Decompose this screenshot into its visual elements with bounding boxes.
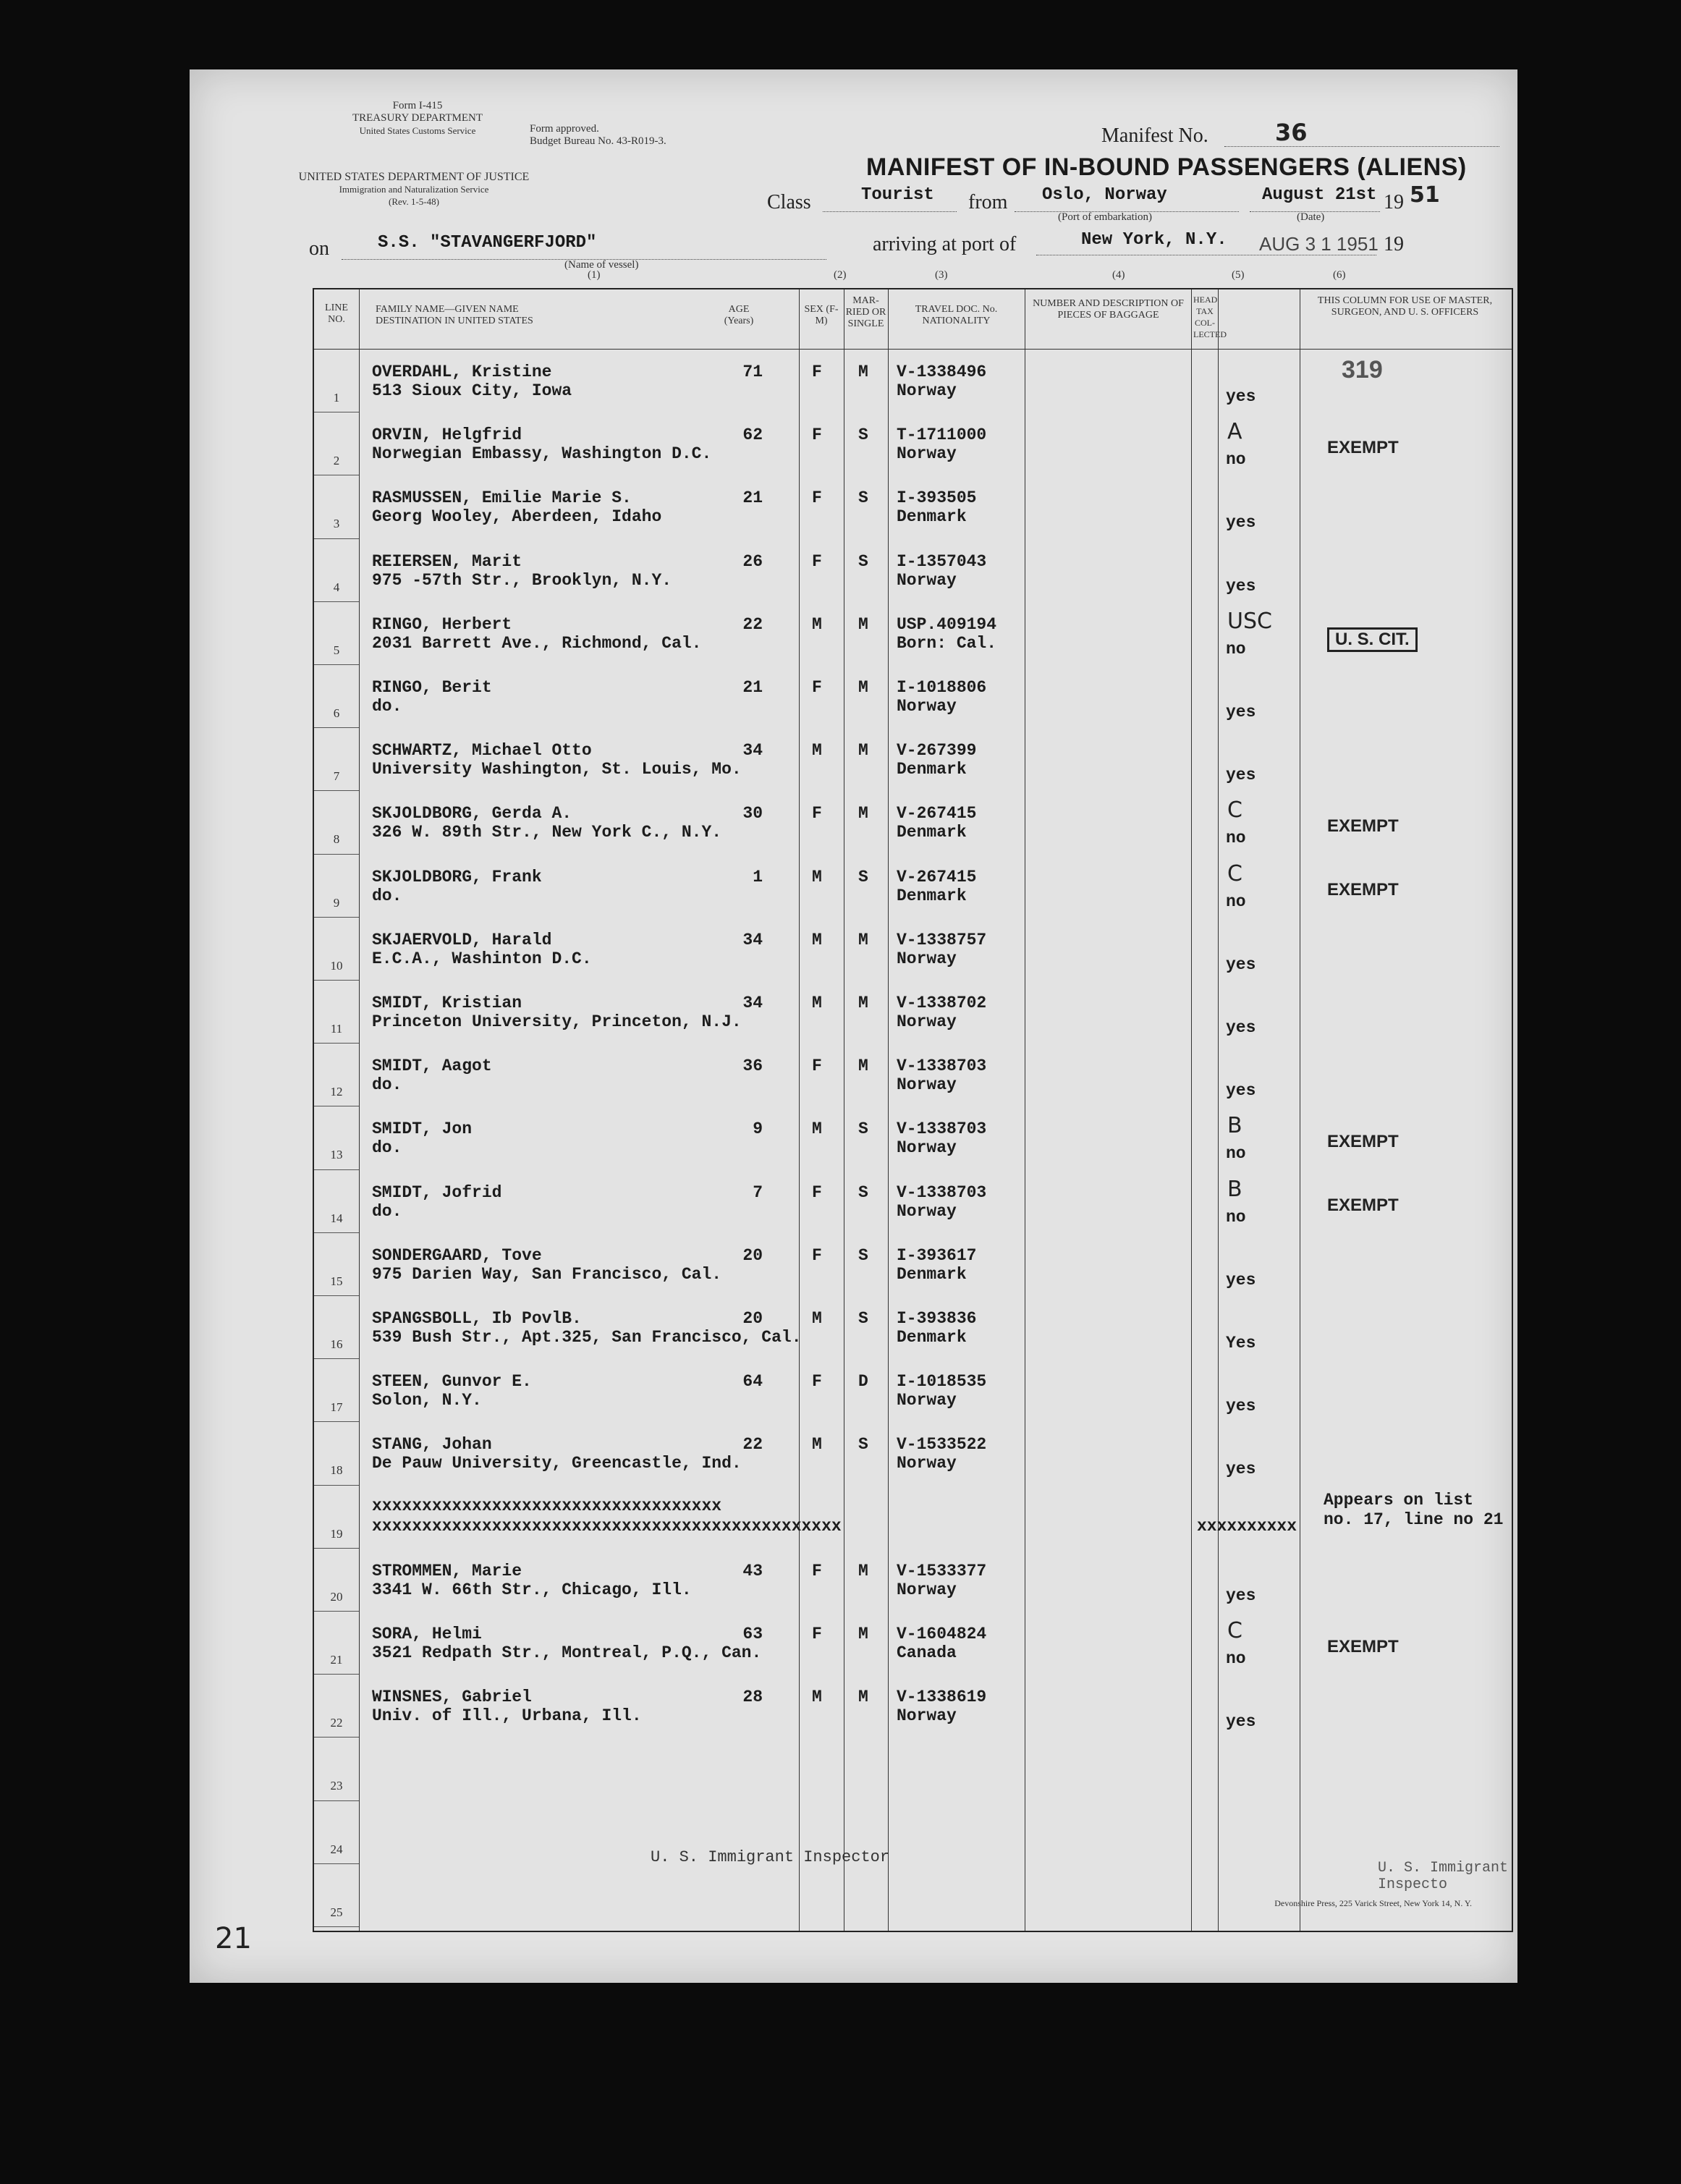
col-divider [799,289,800,1931]
passenger-sex: M [812,1435,822,1455]
head-tax: no [1226,1649,1246,1668]
passenger-age: 30 [742,804,763,824]
officer-note: EXEMPT [1327,816,1399,837]
nationality: Norway [897,1706,957,1726]
struck-name: xxxxxxxxxxxxxxxxxxxxxxxxxxxxxxxxxxx [372,1496,722,1515]
passenger-sex: F [812,1561,822,1580]
passenger-age: 22 [742,614,763,634]
head-tax-mark: B [1227,1113,1242,1139]
row-divider [314,1737,359,1738]
passenger-destination: 513 Sioux City, Iowa [372,381,572,400]
passenger-sex: F [812,678,822,697]
passenger-name: SKJAERVOLD, Harald [372,930,552,949]
officer-note: U. S. CIT. [1327,627,1418,652]
col-divider [359,289,360,1931]
travel-doc-no: V-1338703 [897,1182,987,1202]
year-prefix: 19 [1384,191,1404,213]
col-number: (6) [1333,269,1346,281]
approval-note [530,123,732,148]
inspector-signature-label: U. S. Immigrant Inspector [651,1848,890,1866]
passenger-name: SONDERGAARD, Tove [372,1245,542,1265]
header-line-no: LINE NO. [325,302,348,325]
row-line-number: 12 [330,1085,343,1099]
page-title: MANIFEST OF IN-BOUND PASSENGERS (ALIENS) [866,153,1467,181]
nationality: Norway [897,949,957,968]
header-officers: THIS COLUMN FOR USE OF MASTER, SURGEON, AND U. S. OFFICERS [1317,295,1493,318]
nationality: Norway [897,444,957,464]
nationality: Norway [897,1201,957,1221]
passenger-age: 43 [742,1561,763,1580]
nationality: Canada [897,1643,957,1662]
passenger-destination: 975 -57th Str., Brooklyn, N.Y. [372,570,672,590]
passenger-age: 63 [742,1625,763,1643]
officer-note: EXEMPT [1327,1195,1399,1215]
row-line-number: 25 [330,1905,343,1919]
head-tax-mark: A [1227,419,1242,445]
row-line-number: 18 [330,1463,343,1478]
passenger-marital: S [858,551,868,571]
revision-label: (Rev. 1-5-48) [389,196,439,207]
passenger-sex: F [812,488,822,508]
class-label: Class [767,191,811,213]
justice-label: UNITED STATES DEPARTMENT OF JUSTICE [298,171,530,183]
on-label: on [309,237,329,260]
row-line-number: 3 [333,517,340,531]
head-tax-mark: USC [1227,608,1272,634]
passenger-name: STEEN, Gunvor E. [372,1372,532,1392]
row-divider [314,980,359,981]
passenger-age: 62 [742,426,763,445]
passenger-age: 22 [742,1435,763,1455]
travel-doc-no: V-1533377 [897,1561,987,1580]
passenger-name: SMIDT, Kristian [372,994,522,1012]
row-line-number: 23 [330,1779,343,1793]
head-tax: no [1226,1207,1246,1227]
passenger-name: SKJOLDBORG, Gerda A. [372,804,572,824]
travel-doc-no: V-267415 [897,867,977,886]
passenger-age: 28 [742,1688,763,1707]
row-divider [314,790,359,791]
passenger-marital: M [858,614,868,634]
travel-doc-no: V-1338757 [897,930,987,949]
passenger-marital: S [858,1309,868,1328]
row-line-number: 20 [330,1589,343,1604]
head-tax: yes [1226,513,1256,533]
row-divider [314,1421,359,1422]
passenger-name: REIERSEN, Marit [372,551,522,571]
arriving-label: arriving at port of [873,233,1017,255]
passenger-destination: do. [372,697,402,716]
passenger-age: 20 [742,1245,763,1265]
passenger-sex: M [812,994,822,1012]
passenger-destination: 539 Bush Str., Apt.325, San Francisco, Cal. [372,1328,802,1347]
row-divider [314,1485,359,1486]
passenger-sex: M [812,930,822,949]
form-approved: Form approved. [530,123,599,135]
header-travel: TRAVEL DOC. No. NATIONALITY [915,304,998,326]
form-header-left [298,100,537,137]
travel-doc-no: I-1018806 [897,678,987,697]
date-caption: (Date) [1297,211,1325,223]
passenger-marital: D [858,1372,868,1392]
passenger-name: SORA, Helmi [372,1625,482,1643]
row-divider [314,1611,359,1612]
row-divider [314,1169,359,1170]
passenger-age: 21 [742,488,763,508]
row-line-number: 16 [330,1337,343,1351]
head-tax: no [1226,639,1246,659]
travel-doc-no: V-1338702 [897,994,987,1012]
passenger-marital: S [858,1245,868,1265]
passenger-sex: F [812,1625,822,1643]
passenger-sex: F [812,1245,822,1265]
passenger-destination: Princeton University, Princeton, N.J. [372,1012,742,1031]
passenger-destination: do. [372,1075,402,1095]
class-value: Tourist [861,185,934,205]
col-number: (4) [1112,269,1125,281]
head-tax: Yes [1226,1334,1256,1353]
manifest-no-label: Manifest No. [1101,124,1208,147]
passenger-destination: University Washington, St. Louis, Mo. [372,760,742,779]
header-sex: SEX (F-M) [804,304,839,326]
head-tax-mark: C [1227,860,1242,886]
manifest-no-value: 36 [1275,119,1308,146]
passenger-age: 71 [742,363,763,381]
head-tax: yes [1226,1270,1256,1290]
passenger-destination: Norwegian Embassy, Washington D.C. [372,444,712,464]
row-divider [314,917,359,918]
header-headtax: HEAD TAX COL- LECTED [1193,295,1227,339]
passenger-name: OVERDAHL, Kristine [372,363,552,381]
head-tax-mark: C [1227,1618,1242,1643]
passenger-destination: do. [372,1138,402,1158]
head-tax: yes [1226,1460,1256,1479]
passenger-marital: M [858,1057,868,1076]
officer-note: EXEMPT [1327,1637,1399,1656]
budget-bureau: Budget Bureau No. 43-R019-3. [530,135,666,147]
col-divider [888,289,889,1931]
passenger-age: 64 [742,1372,763,1392]
passenger-sex: F [812,1057,822,1076]
row-line-number: 8 [333,832,340,847]
treasury-label: TREASURY DEPARTMENT [352,112,483,124]
travel-doc-no: I-393617 [897,1245,977,1265]
row-divider [314,1800,359,1801]
passenger-age: 21 [742,678,763,697]
margin-mark: 21 [215,1922,252,1955]
head-tax: yes [1226,1081,1256,1101]
travel-doc-no: I-393505 [897,488,977,508]
nationality: Norway [897,381,957,400]
row-divider [314,1926,359,1927]
col-divider [1191,289,1192,1931]
nationality: Born: Cal. [897,633,997,653]
row-line-number: 11 [330,1022,343,1036]
passenger-sex: M [812,614,822,634]
col-number: (5) [1232,269,1245,281]
passenger-marital: M [858,363,868,381]
row-divider [314,854,359,855]
port-caption: (Port of embarkation) [1058,211,1152,223]
arrival-port: New York, N.Y. [1081,230,1227,250]
row-line-number: 10 [330,958,343,973]
head-tax: yes [1226,1397,1256,1416]
passenger-marital: S [858,1435,868,1455]
passenger-name: RINGO, Berit [372,678,492,697]
row-line-number: 9 [333,895,340,910]
header-age: AGE (Years) [724,304,754,326]
passenger-marital: S [858,488,868,508]
passenger-name: SMIDT, Jon [372,1119,473,1139]
passenger-marital: S [858,1182,868,1202]
passenger-name: WINSNES, Gabriel [372,1688,532,1707]
header-name: FAMILY NAME—GIVEN NAME DESTINATION IN UNITED STATES [376,304,533,326]
passenger-sex: F [812,1182,822,1202]
nationality: Norway [897,1454,957,1473]
head-tax: yes [1226,1018,1256,1037]
row-divider [314,1232,359,1233]
officer-note: 319 [1342,356,1383,384]
head-tax: no [1226,1144,1246,1164]
header-divider [314,349,1512,350]
passenger-marital: S [858,1119,868,1139]
struck-dest: xxxxxxxxxxxxxxxxxxxxxxxxxxxxxxxxxxxxxxxxxxxxxxx [372,1516,842,1536]
passenger-sex: M [812,1309,822,1328]
passenger-marital: M [858,804,868,824]
nationality: Denmark [897,886,967,905]
passenger-age: 34 [742,741,763,761]
travel-doc-no: V-1338703 [897,1119,987,1139]
nationality: Norway [897,1075,957,1095]
from-label: from [968,191,1008,213]
travel-doc-no: USP.409194 [897,614,997,634]
head-tax: yes [1226,1712,1256,1732]
officer-note: Appears on list no. 17, line no 21 [1324,1490,1504,1529]
nationality: Denmark [897,1328,967,1347]
row-line-number: 24 [330,1842,343,1856]
passenger-destination: 3521 Redpath Str., Montreal, P.Q., Can. [372,1643,762,1662]
nationality: Denmark [897,507,967,527]
passenger-age: 26 [742,551,763,571]
row-line-number: 7 [333,769,340,784]
head-tax-mark: C [1227,797,1242,824]
passenger-destination: 975 Darien Way, San Francisco, Cal. [372,1264,722,1284]
passenger-sex: F [812,426,822,445]
head-tax-mark: B [1227,1176,1242,1202]
date-value: August 21st [1262,185,1377,205]
passenger-marital: M [858,1688,868,1707]
passenger-name: STANG, Johan [372,1435,492,1455]
passenger-destination: E.C.A., Washinton D.C. [372,949,592,968]
travel-doc-no: V-1338496 [897,363,987,381]
vessel-caption: (Name of vessel) [564,259,639,271]
manifest-page [190,69,1517,1983]
passenger-marital: M [858,1561,868,1580]
nationality: Norway [897,570,957,590]
passenger-name: SMIDT, Jofrid [372,1182,502,1202]
passenger-destination: Georg Wooley, Aberdeen, Idaho [372,507,662,527]
row-line-number: 19 [330,1526,343,1541]
col-number: (3) [935,269,948,281]
header-married: MAR- RIED OR SINGLE [845,295,886,329]
passenger-marital: M [858,930,868,949]
row-divider [314,727,359,728]
passenger-name: SMIDT, Aagot [372,1057,492,1076]
travel-doc-no: V-267399 [897,741,977,761]
passenger-age: 1 [753,867,763,886]
travel-doc-no: I-1018535 [897,1372,987,1392]
row-line-number: 6 [333,706,340,720]
passenger-sex: F [812,1372,822,1392]
col-divider [1218,289,1219,1931]
manifest-no-line [1224,146,1499,147]
passenger-sex: M [812,1119,822,1139]
manifest-table [313,288,1513,1932]
row-line-number: 17 [330,1400,343,1415]
year-value: 51 [1410,182,1440,208]
row-line-number: 4 [333,580,340,594]
passenger-destination: do. [372,1201,402,1221]
head-tax: no [1226,829,1246,848]
passenger-sex: M [812,741,822,761]
nationality: Denmark [897,823,967,842]
head-tax: yes [1226,766,1256,785]
row-divider [314,664,359,665]
passenger-marital: M [858,1625,868,1643]
passenger-age: 20 [742,1309,763,1328]
form-number: Form I-415 [392,100,443,111]
vessel-name: S.S. "STAVANGERFJORD" [378,233,597,253]
passenger-destination: 326 W. 89th Str., New York C., N.Y. [372,823,722,842]
passenger-name: ORVIN, Helgfrid [372,426,522,445]
nationality: Denmark [897,760,967,779]
passenger-name: SKJOLDBORG, Frank [372,867,542,886]
passenger-name: SPANGSBOLL, Ib PovlB. [372,1309,582,1328]
passenger-destination: Univ. of Ill., Urbana, Ill. [372,1706,642,1726]
officer-note: EXEMPT [1327,1132,1399,1152]
row-divider [314,1674,359,1675]
row-line-number: 21 [330,1653,343,1667]
passenger-name: STROMMEN, Marie [372,1561,522,1580]
row-divider [314,538,359,539]
row-line-number: 15 [330,1274,343,1288]
passenger-name: RINGO, Herbert [372,614,512,634]
inspector-signature-label-right: U. S. Immigrant Inspecto [1378,1860,1509,1893]
passenger-destination: De Pauw University, Greencastle, Ind. [372,1454,742,1473]
nationality: Norway [897,697,957,716]
form-header-dept [298,171,530,208]
passenger-marital: M [858,994,868,1012]
passenger-sex: M [812,867,822,886]
officer-note: EXEMPT [1327,879,1399,900]
row-line-number: 1 [333,391,340,405]
row-divider [314,601,359,602]
customs-label: United States Customs Service [359,125,476,136]
passenger-marital: S [858,867,868,886]
col-number: (2) [834,269,847,281]
from-value: Oslo, Norway [1042,185,1167,205]
passenger-sex: F [812,551,822,571]
officer-note: EXEMPT [1327,438,1399,458]
head-tax: no [1226,450,1246,470]
nationality: Norway [897,1391,957,1410]
travel-doc-no: I-1357043 [897,551,987,571]
class-line [823,211,957,212]
passenger-age: 34 [742,994,763,1012]
head-tax: yes [1226,576,1256,596]
passenger-name: SCHWARTZ, Michael Otto [372,741,592,761]
passenger-age: 7 [753,1182,763,1202]
passenger-sex: M [812,1688,822,1707]
arrival-stamp: AUG 3 1 1951 [1259,233,1379,255]
nationality: Denmark [897,1264,967,1284]
header-baggage: NUMBER AND DESCRIPTION OF PIECES OF BAGGAGE [1033,298,1184,321]
passenger-destination: Solon, N.Y. [372,1391,482,1410]
passenger-sex: F [812,804,822,824]
row-line-number: 22 [330,1716,343,1730]
head-tax: yes [1226,703,1256,721]
nationality: Norway [897,1138,957,1158]
nationality: Norway [897,1580,957,1599]
row-divider [314,1358,359,1359]
row-line-number: 2 [333,454,340,468]
passenger-destination: 3341 W. 66th Str., Chicago, Ill. [372,1580,692,1599]
passenger-age: 9 [753,1119,763,1139]
passenger-name: RASMUSSEN, Emilie Marie S. [372,488,632,508]
passenger-sex: F [812,363,822,381]
row-divider [314,1295,359,1296]
ins-label: Immigration and Naturalization Service [339,184,489,195]
passenger-marital: M [858,678,868,697]
row-divider [314,1863,359,1864]
travel-doc-no: V-267415 [897,804,977,824]
row-line-number: 14 [330,1211,343,1225]
row-line-number: 13 [330,1148,343,1162]
head-tax: yes [1226,955,1256,974]
row-divider [314,1043,359,1044]
passenger-marital: M [858,741,868,761]
travel-doc-no: V-1338703 [897,1057,987,1076]
head-tax: yes [1226,1586,1256,1605]
passenger-destination: do. [372,886,402,905]
arrival-year-prefix: 19 [1384,233,1404,255]
struck-tax: xxxxxxxxxx [1197,1516,1297,1536]
row-divider [314,1548,359,1549]
passenger-destination: 2031 Barrett Ave., Richmond, Cal. [372,633,702,653]
travel-doc-no: T-1711000 [897,426,987,445]
travel-doc-no: V-1533522 [897,1435,987,1455]
travel-doc-no: V-1338619 [897,1688,987,1707]
row-line-number: 5 [333,643,340,657]
passenger-marital: S [858,426,868,445]
head-tax: no [1226,892,1246,911]
travel-doc-no: I-393836 [897,1309,977,1328]
passenger-age: 36 [742,1057,763,1076]
col-number: (1) [588,269,601,281]
nationality: Norway [897,1012,957,1031]
travel-doc-no: V-1604824 [897,1625,987,1643]
head-tax: yes [1226,387,1256,406]
printer-footer: Devonshire Press, 225 Varick Street, New York 14, N. Y. [1274,1898,1472,1908]
passenger-age: 34 [742,930,763,949]
